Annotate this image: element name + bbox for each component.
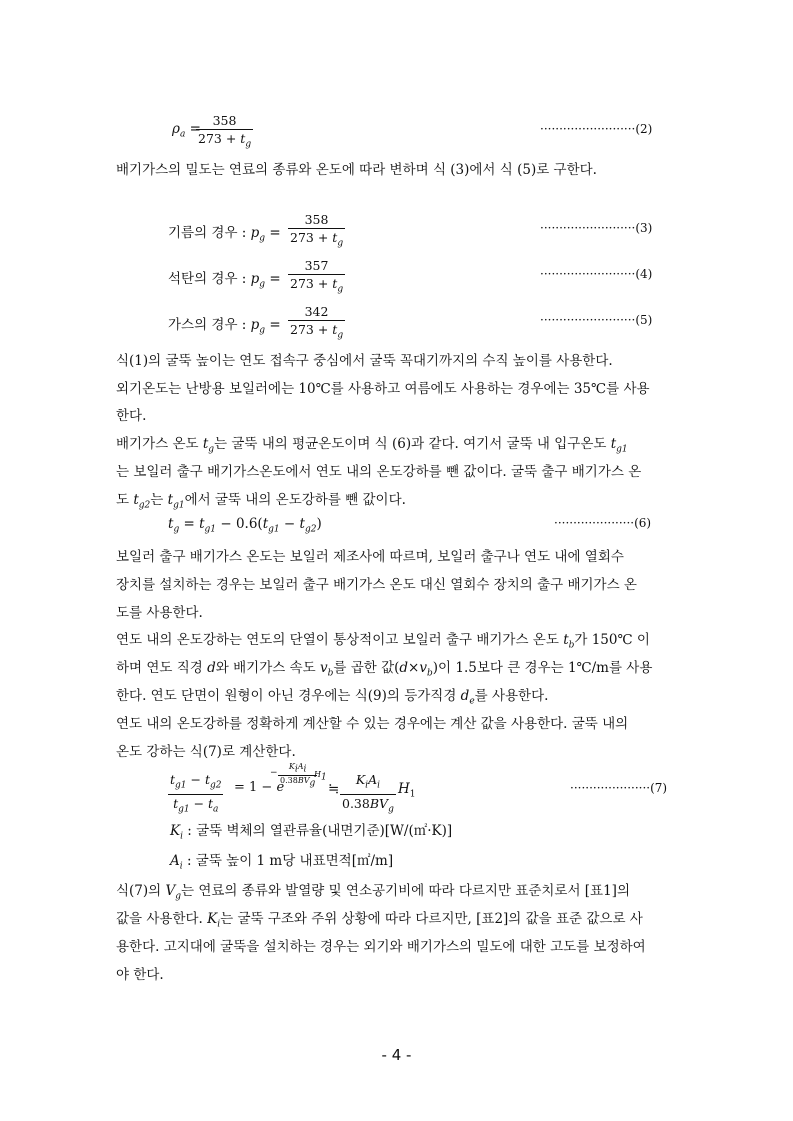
eq7-exponential: = 1 − e (234, 780, 285, 795)
ki-definition: $K_i$ : 굴뚝 벽체의 열관류율(내면기준)[W/(㎡·K)] (170, 823, 453, 842)
eq3-numerator: 358 (304, 212, 329, 227)
paragraph-eq7-2: 값을 사용한다. $K_i$는 굴뚝 구조와 주위 상황에 따라 다르지만, [표2]의 값을 표준 값으로 사 (116, 911, 643, 930)
eq5-ref: ·························(5) (540, 313, 653, 327)
eq7-exponent-h: $H_1$ (314, 770, 327, 783)
eq4-numerator: 357 (304, 258, 329, 273)
paragraph-exhaust-temp-1: 배기가스 온도 $t_g$는 굴뚝 내의 평균온도이며 식 (6)과 같다. 여기서 굴뚝 내 입구온도 $t_{g1}$ (116, 436, 628, 455)
eq4-fraction (288, 258, 345, 299)
paragraph-eq7-3: 용한다. 고지대에 굴뚝을 설치하는 경우는 외기와 배기가스의 밀도에 대한 고도를 보정하여 (116, 939, 646, 955)
paragraph-boiler-outlet-2: 장치를 설치하는 경우는 보일러 출구 배기가스 온도 대신 열회수 장치의 출구 배기가스 온 (116, 577, 637, 593)
eq5-denominator: $273 + t_g$ (288, 320, 345, 345)
paragraph-outdoor-temp-1: 외기온도는 난방용 보일러에는 10℃를 사용하고 여름에도 사용하는 경우에는 35℃를 사용 (116, 381, 650, 397)
page-number: - 4 - (381, 1046, 412, 1064)
paragraph-exhaust-temp-3: 도 $t_{g2}$는 $t_{g1}$에서 굴뚝 내의 온도강하를 뺀 값이다. (116, 492, 406, 511)
eq6-ref: ·····················(6) (554, 516, 652, 530)
eq7-ref: ·····················(7) (570, 781, 668, 795)
intro-paragraph: 배기가스의 밀도는 연료의 종류와 온도에 따라 변하며 식 (3)에서 식 (5)로 구한다. (116, 162, 597, 178)
eq3-fraction (288, 212, 345, 253)
paragraph-boiler-outlet-1: 보일러 출구 배기가스 온도는 보일러 제조사에 따르며, 보일러 출구나 연도 내에 열회수 (116, 549, 624, 565)
ai-definition: $A_i$ : 굴뚝 높이 1 m당 내표면적[㎡/m] (170, 853, 394, 872)
paragraph-flue-temp-drop-3: 한다. 연도 단면이 원형이 아닌 경우에는 식(9)의 등가직경 $d_e$를 사용한다. (116, 688, 549, 707)
eq4-denominator: $273 + t_g$ (288, 274, 345, 299)
eq3-label: 기름의 경우 : $p_g$ = (168, 225, 281, 244)
eq2-lhs: $\rho_a$ = (172, 121, 201, 140)
eq7-approx: ≒ (328, 781, 340, 797)
eq7-exponent: $K_iA_i$ $0.38BV_g$ (280, 762, 316, 789)
paragraph-eq7-4: 야 한다. (116, 967, 164, 983)
paragraph-eq7-1: 식(7)의 $V_g$는 연료의 종류와 발열량 및 연소공기비에 따라 다르지만 표준치로서 [표1]의 (116, 883, 630, 902)
paragraph-calculation-1: 연도 내의 온도강하를 정확하게 계산할 수 있는 경우에는 계산 값을 사용한다. 굴뚝 내의 (116, 716, 629, 732)
paragraph-chimney-height: 식(1)의 굴뚝 높이는 연도 접속구 중심에서 굴뚝 꼭대기까지의 수직 높이를 사용한다. (116, 353, 613, 369)
paragraph-calculation-2: 온도 강하는 식(7)로 계산한다. (116, 744, 296, 760)
paragraph-exhaust-temp-2: 는 보일러 출구 배기가스온도에서 연도 내의 온도강하를 뺀 값이다. 굴뚝 출구 배기가스 온 (116, 464, 642, 480)
eq2-ref: ·························(2) (540, 122, 653, 136)
paragraph-boiler-outlet-3: 도를 사용한다. (116, 605, 203, 621)
eq3-denominator: $273 + t_g$ (288, 228, 345, 253)
eq3-ref: ·························(3) (540, 221, 653, 235)
paragraph-flue-temp-drop-1: 연도 내의 온도강하는 연도의 단열이 통상적이고 보일러 출구 배기가스 온도 $t_b$가 150℃ 이 (116, 632, 650, 651)
eq4-ref: ·························(4) (540, 267, 653, 281)
eq5-fraction (288, 304, 345, 345)
eq5-numerator: 342 (304, 304, 329, 319)
eq7-h1: $H_1$ (398, 781, 416, 800)
eq2-denominator: $273 + t_g$ (196, 129, 253, 154)
paragraph-outdoor-temp-2: 한다. (116, 408, 147, 424)
paragraph-flue-temp-drop-2: 하며 연도 직경 d와 배기가스 속도 $v_b$를 곱한 값$(d\times v_b)$이 1.5보다 큰 경우는 1℃/m를 사용 (116, 660, 653, 679)
eq4-label: 석탄의 경우 : $p_g$ = (168, 271, 281, 290)
eq7-rhs-fraction: $K_iA_i$ $0.38BV_g$ (340, 772, 396, 818)
eq2-numerator: 358 (212, 113, 237, 128)
eq6-formula: $t_g = t_{g1} - 0.6(t_{g1} - t_{g2})$ (168, 516, 322, 535)
eq5-label: 가스의 경우 : $p_g$ = (168, 317, 281, 336)
eq7-lhs-fraction: $\frac{t_{g1} - t_{g2}}{t_{g1} - t_a}$ (168, 772, 223, 818)
eq2-fraction (196, 113, 253, 154)
eq7-exponent-minus: − (270, 768, 278, 778)
